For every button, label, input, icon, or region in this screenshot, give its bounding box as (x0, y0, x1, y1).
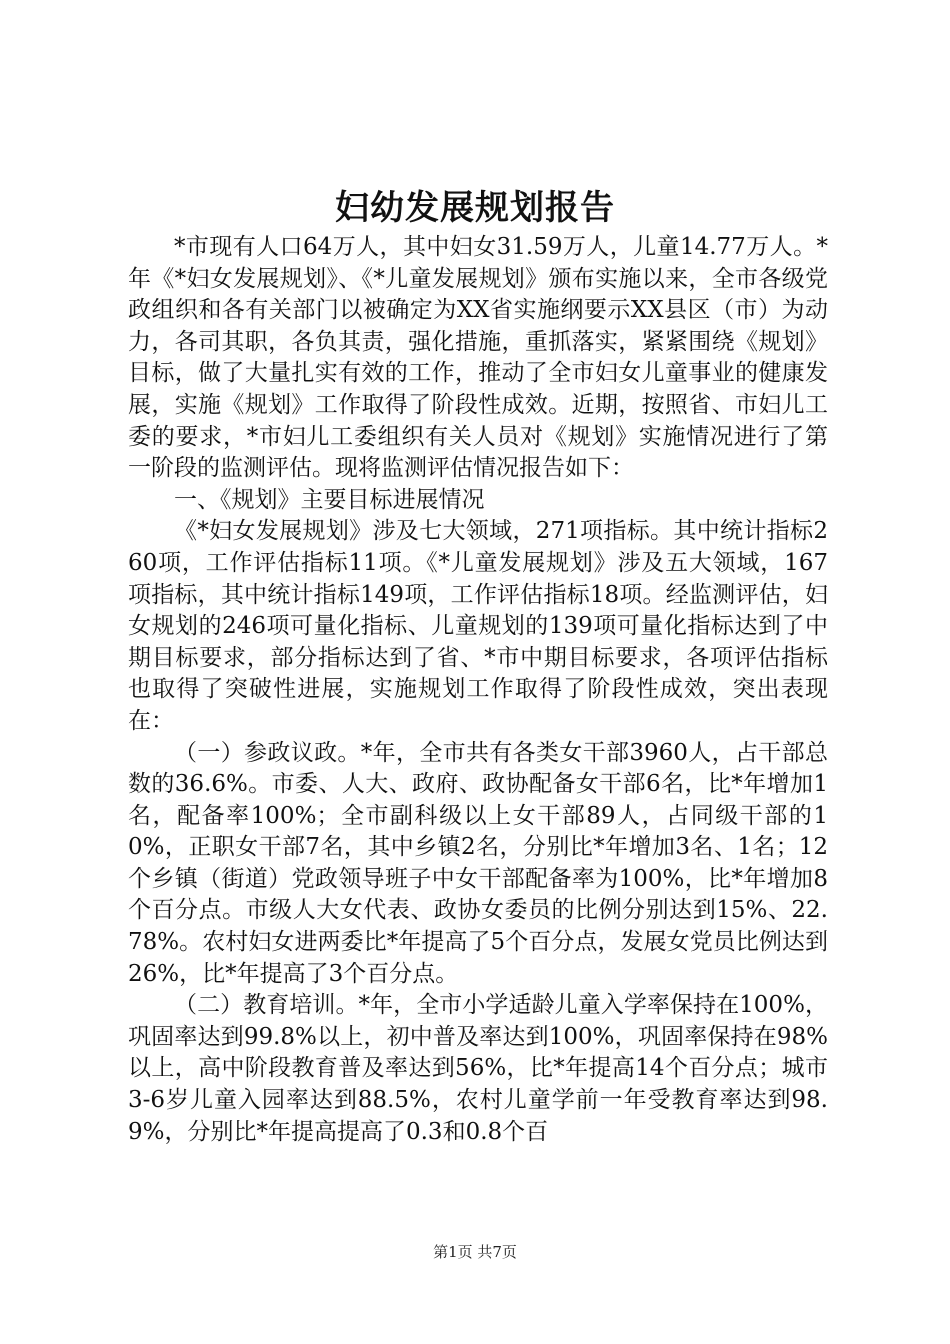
section-heading: 一、《规划》主要目标进展情况 (174, 486, 485, 513)
document-body (128, 232, 828, 1148)
education-paragraph: （二）教育培训。*年，全市小学适龄儿童入学率保持在100%，巩固率达到99.8%以上，初中普及率达到100%，巩固率保持在98%以上，高中阶段教育普及率达到56%，比*年提高14个百分点；城市3-6岁儿童入园率达到88.5%，农村儿童学前一年受教育率达到98.9%，分别比*年提高提高了0.3和0.8个百 (128, 992, 828, 1145)
page-footer: 第1页 共7页 (433, 1243, 517, 1261)
politics-paragraph: （一）参政议政。*年，全市共有各类女干部3960人，占干部总数的36.6%。市委、人大、政府、政协配备女干部6名，比*年增加1名，配备率100%；全市副科级以上女干部89人，占同级干部的10%，正职女干部7名，其中乡镇2名，分别比*年增加3名、1名；12个乡镇（街道）党政领导班子中女干部配备率为100%，比*年增加8个百分点。市级人大女代表、政协女委员的比例分别达到15%、22.78%。农村妇女进两委比*年提高了5个百分点，发展女党员比例达到26%，比*年提高了3个百分点。 (128, 739, 828, 987)
intro-paragraph: *市现有人口64万人，其中妇女31.59万人，儿童14.77万人。*年《*妇女发展规划》、《*儿童发展规划》颁布实施以来，全市各级党政组织和各有关部门以被确定为XX省实施纲要示XX县区（市）为动力，各司其职，各负其责，强化措施，重抓落实，紧紧围绕《规划》目标，做了大量扎实有效的工作，推动了全市妇女儿童事业的健康发展，实施《规划》工作取得了阶段性成效。近期，按照省、市妇儿工委的要求，*市妇儿工委组织有关人员对《规划》实施情况进行了第一阶段的监测评估。现将监测评估情况报告如下： (128, 234, 828, 482)
overview-paragraph: 《*妇女发展规划》涉及七大领域，271项指标。其中统计指标260项，工作评估指标11项。《*儿童发展规划》涉及五大领域，167项指标，其中统计指标149项，工作评估指标18项。经监测评估，妇女规划的246项可量化指标、儿童规划的139项可量化指标达到了中期目标要求，部分指标达到了省、*市中期目标要求，各项评估指标也取得了突破性进展，实施规划工作取得了阶段性成效，突出表现在： (128, 518, 828, 734)
document-title: 妇幼发展规划报告 (335, 188, 615, 228)
